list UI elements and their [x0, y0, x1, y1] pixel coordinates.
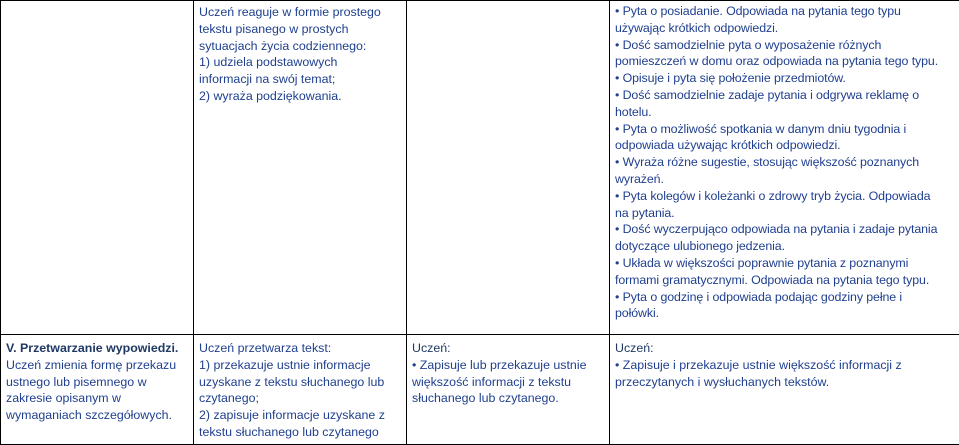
text-line: wymaganiach szczegółowych.	[6, 407, 188, 424]
cell-heading: Uczeń:	[615, 340, 954, 357]
text-line: zakresie opisanym w	[6, 390, 188, 407]
text-line: połówki.	[615, 305, 954, 322]
text-line: formami gramatycznymi. Odpowiada na pytania tego typu.	[615, 272, 954, 289]
text-line: • Pyta o godzinę i odpowiada podając godziny pełne i	[615, 289, 954, 306]
text-line: słuchanego lub czytanego.	[412, 390, 604, 407]
text-line: na pytania.	[615, 205, 954, 222]
text-line: • Zapisuje lub przekazuje ustnie	[412, 357, 604, 374]
row2-col3-cell	[407, 335, 610, 445]
row1-col1-cell	[1, 1, 194, 335]
table-row-2	[1, 335, 959, 445]
row2-col4-cell	[610, 335, 959, 445]
row1-col4-cell	[610, 1, 959, 335]
text-line: • Opisuje i pyta się położenie przedmiotów.	[615, 70, 954, 87]
text-line: • Dość samodzielnie zadaje pytania i odgrywa reklamę o	[615, 87, 954, 104]
text-line: informacji na swój temat;	[199, 71, 401, 88]
text-line: większość informacji z tekstu	[412, 374, 604, 391]
text-line: Uczeń zmienia formę przekazu	[6, 357, 188, 374]
text-line: 1) przekazuje ustnie informacje	[199, 357, 401, 374]
row1-col3-cell	[407, 1, 610, 335]
text-line: • Układa w większości poprawnie pytania z poznanymi	[615, 255, 954, 272]
text-line: przeczytanych i wysłuchanych tekstów.	[615, 374, 954, 391]
row1-col2-cell	[194, 1, 407, 335]
row2-col1-cell	[1, 335, 194, 445]
text-line: ustnego lub pisemnego w	[6, 374, 188, 391]
text-line: Uczeń reaguje w formie prostego	[199, 4, 401, 21]
text-line: czytanego;	[199, 390, 401, 407]
text-line: pomieszczeń w domu oraz odpowiada na pytania tego typu.	[615, 53, 954, 70]
text-line: • Pyta o możliwość spotkania w danym dniu tygodnia i	[615, 121, 954, 138]
text-line: • Zapisuje i przekazuje ustnie większość informacji z	[615, 357, 954, 374]
text-line: • Pyta o posiadanie. Odpowiada na pytania tego typu	[615, 3, 954, 20]
text-line: dotyczące ulubionego jedzenia.	[615, 238, 954, 255]
text-line: 2) zapisuje informacje uzyskane z	[199, 407, 401, 424]
cell-heading: Uczeń:	[412, 340, 604, 357]
text-line: wyrażeń.	[615, 171, 954, 188]
text-line: 1) udziela podstawowych	[199, 54, 401, 71]
text-line: tekstu słuchanego lub czytanego	[199, 424, 401, 441]
text-line: • Dość wyczerpująco odpowiada na pytania i zadaje pytania	[615, 221, 954, 238]
text-line: uzyskane z tekstu słuchanego lub	[199, 374, 401, 391]
table-row-1	[1, 1, 959, 335]
text-line: odpowiada używając krótkich odpowiedzi.	[615, 137, 954, 154]
section-heading: V. Przetwarzanie wypowiedzi.	[6, 340, 188, 357]
text-line: • Wyraża różne sugestie, stosując większość poznanych	[615, 154, 954, 171]
text-line: używając krótkich odpowiedzi.	[615, 20, 954, 37]
row2-col2-cell	[194, 335, 407, 445]
text-line: tekstu pisanego w prostych	[199, 21, 401, 38]
cell-heading: Uczeń przetwarza tekst:	[199, 340, 401, 357]
text-line: • Pyta kolegów i koleżanki o zdrowy tryb życia. Odpowiada	[615, 188, 954, 205]
text-line: sytuacjach życia codziennego:	[199, 38, 401, 55]
text-line: 2) wyraża podziękowania.	[199, 88, 401, 105]
text-line: hotelu.	[615, 104, 954, 121]
text-line: • Dość samodzielnie pyta o wyposażenie różnych	[615, 37, 954, 54]
